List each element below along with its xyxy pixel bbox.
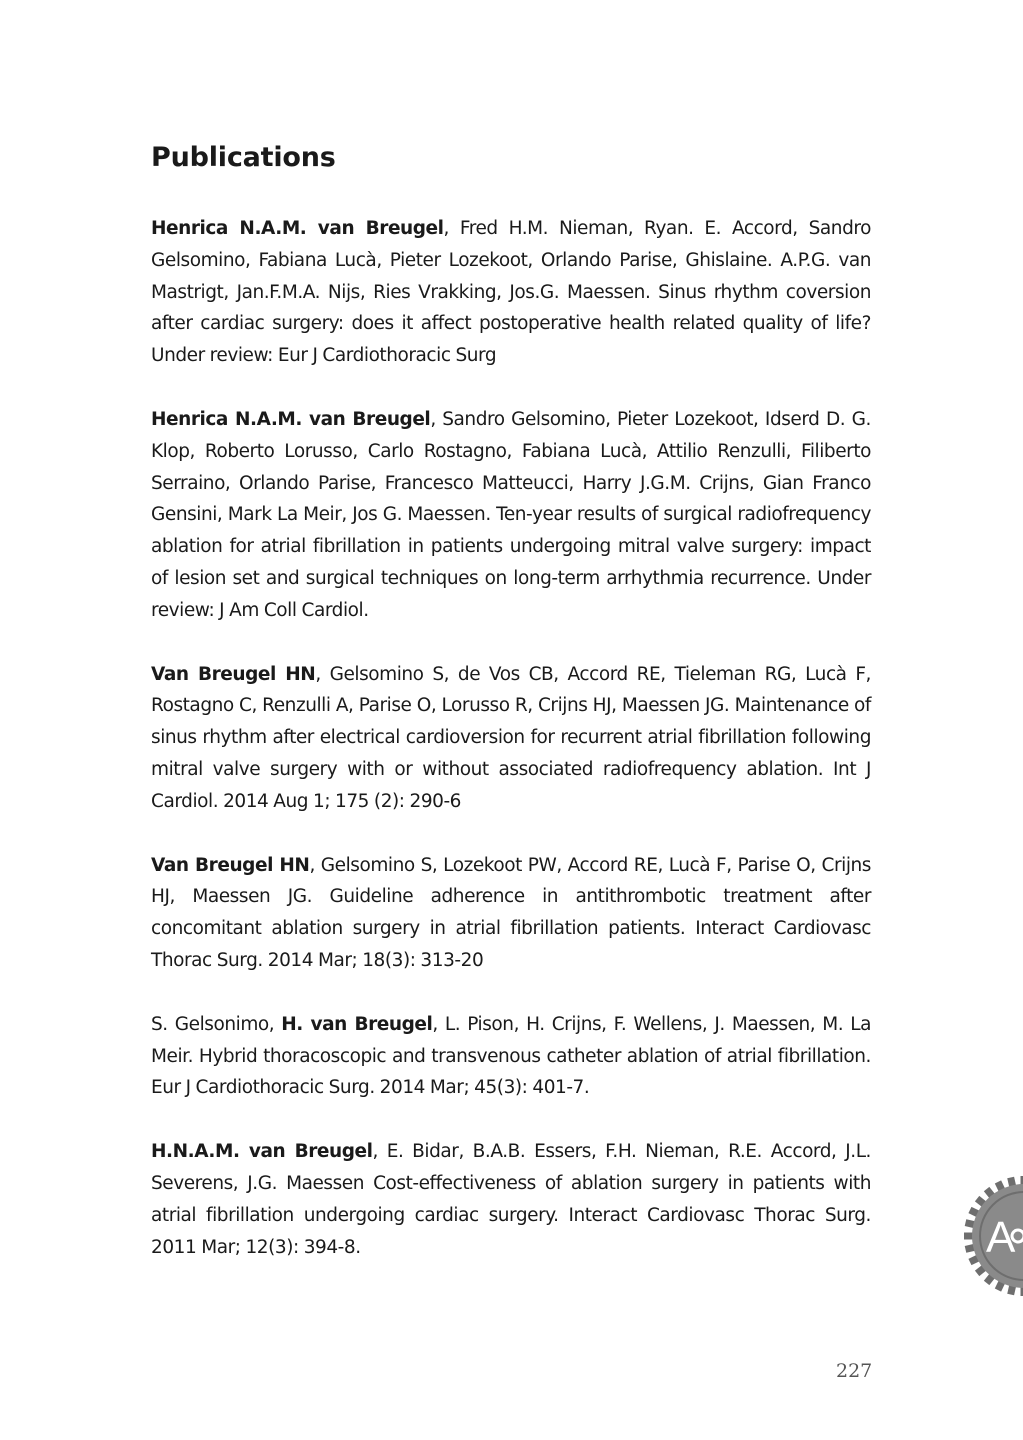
chapter-letter: A <box>986 1213 1016 1262</box>
publication-citation: , Gelsomino S, de Vos CB, Accord RE, Tieleman RG, Lucà F, Rostagno C, Renzulli A, Parise O, Lorusso R, Crijns HJ, Maessen JG. Maintenance of sinus rhythm after electrical cardioversion for recurrent atrial fibrillation following mitral valve surgery with or without associated radiofrequency ablation. Int J Cardiol. 2014 Aug 1; 175 (2): 290-6 <box>151 663 871 812</box>
publication-citation: , E. Bidar, B.A.B. Essers, F.H. Nieman, R.E. Accord, J.L. Severens, J.G. Maessen Cost-effectiveness of ablation surgery in patients with atrial fibrillation undergoing cardiac surgery. Interact Cardiovasc Thorac Surg. 2011 Mar; 12(3): 394-8. <box>151 1141 871 1258</box>
page-number: 227 <box>836 1360 873 1382</box>
publication-author-highlight: H. van Breugel <box>281 1013 433 1035</box>
publication-author-highlight: Van Breugel HN <box>151 854 310 876</box>
publication-list <box>151 213 871 1295</box>
publication-entry <box>151 1136 871 1263</box>
publication-citation: , Fred H.M. Nieman, Ryan. E. Accord, Sandro Gelsomino, Fabiana Lucà, Pieter Lozekoot, Orlando Parise, Ghislaine. A.P.G. van Mastrigt, Jan.F.M.A. Nijs, Ries Vrakking, Jos.G. Maessen. Sinus rhythm coversion after cardiac surgery: does it affect postoperative health related quality of life? Under review: Eur J Cardiothoracic Surg <box>151 218 871 367</box>
publication-entry <box>151 850 871 977</box>
publication-author-highlight: Henrica N.A.M. van Breugel <box>151 218 444 239</box>
publication-author-highlight: Henrica N.A.M. van Breugel <box>151 408 431 430</box>
publication-lead: S. Gelsonimo, <box>151 1013 282 1035</box>
chapter-thumb-tab <box>962 1176 1023 1296</box>
publication-entry <box>151 213 871 372</box>
page-title: Publications <box>151 142 336 173</box>
publication-entry <box>151 659 871 818</box>
publication-citation: , Sandro Gelsomino, Pieter Lozekoot, Idserd D. G. Klop, Roberto Lorusso, Carlo Rostagno, Fabiana Lucà, Attilio Renzulli, Filiberto Serraino, Orlando Parise, Francesco Matteucci, Harry J.G.M. Crijns, Gian Franco Gensini, Mark La Meir, Jos G. Maessen. Ten-year results of surgical radiofrequency ablation for atrial fibrillation in patients undergoing mitral valve surgery: impact of lesion set and surgical techniques on long-term arrhythmia recurrence. Under review: J Am Coll Cardiol. <box>151 408 871 621</box>
publication-citation: , L. Pison, H. Crijns, F. Wellens, J. Maessen, M. La Meir. Hybrid thoracoscopic and transvenous catheter ablation of atrial fibrillation. Eur J Cardiothoracic Surg. 2014 Mar; 45(3): 401-7. <box>151 1013 871 1099</box>
gear-icon <box>962 1176 1023 1296</box>
publication-citation: , Gelsomino S, Lozekoot PW, Accord RE, Lucà F, Parise O, Crijns HJ, Maessen JG. Guideline adherence in antithrombotic treatment after concomitant ablation surgery in atrial fibrillation patients. Interact Cardiovasc Thorac Surg. 2014 Mar; 18(3): 313-20 <box>151 854 871 971</box>
publication-author-highlight: Van Breugel HN <box>151 663 316 685</box>
publication-author-highlight: H.N.A.M. van Breugel <box>151 1141 373 1163</box>
publication-entry <box>151 404 871 627</box>
publication-entry <box>151 1009 871 1104</box>
